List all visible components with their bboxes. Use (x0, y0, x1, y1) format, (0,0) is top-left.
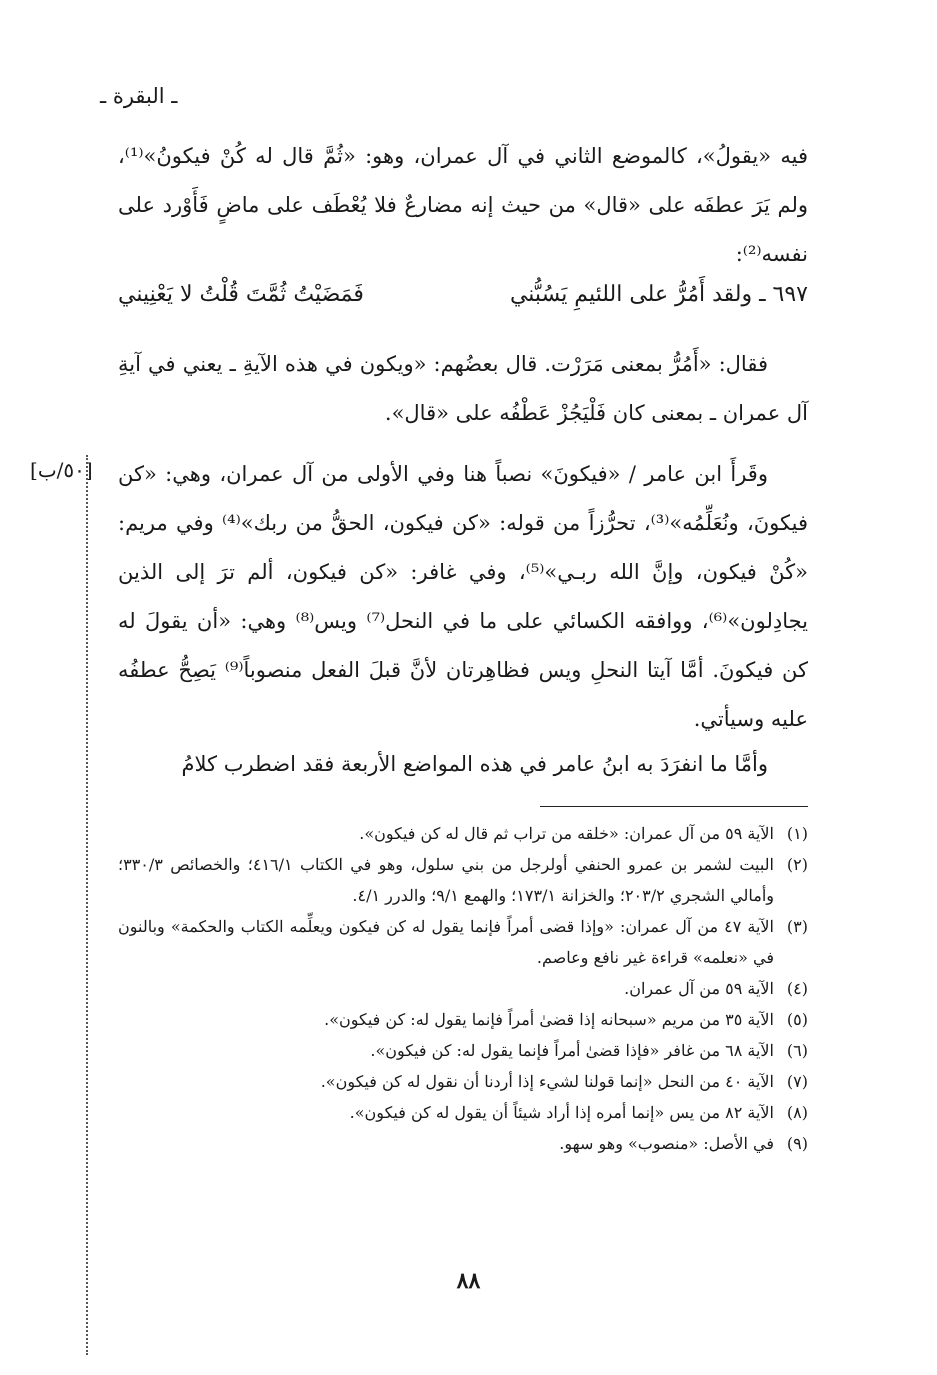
footnotes-section (118, 818, 808, 1159)
margin-dotted-line (86, 455, 88, 1355)
footnote-number: (٧) (786, 1072, 808, 1091)
verse-hemistich-1: ولقد أَمُرُّ على اللئيمِ يَسُبُّني (509, 282, 753, 307)
footnote-number: (٥) (786, 1010, 808, 1029)
footnote-text: الآية ٦٨ من غافر «فإذا قضىٰ أمراً فإنما يقول له: كن فيكون». (370, 1041, 774, 1060)
footnote-separator (540, 806, 808, 807)
footnote-number: (٢) (786, 855, 808, 874)
footnote-number: (٩) (786, 1134, 808, 1153)
footnote (118, 1128, 808, 1159)
footnote-text: في الأصل: «منصوب» وهو سهو. (559, 1134, 774, 1153)
footnote-number: (٦) (786, 1041, 808, 1060)
footnote-number: (١) (786, 824, 808, 843)
paragraph-3: وقَرأَ ابن عامر / «فيكونَ» نصباً هنا وفي الأولى من آل عمران، وهي: «كن فيكونَ، ونُعَلِّمُه»⁽³⁾، تحرُّزاً من قوله: «كن فيكون، الحقُّ من ربك»⁽⁴⁾ وفي مريم: «كُنْ فيكون، وإنَّ الله ربـي»⁽⁵⁾، وفي غافر: «كن فيكون، ألم ترَ إلى الذين يجادِلون»⁽⁶⁾، ووافقه الكسائي على ما في النحل⁽⁷⁾ ويس⁽⁸⁾ وهي: «أن يقولَ له كن فيكونَ. أمَّا آيتا النحلِ ويس فظاهِرتان لأنَّ قبلَ الفعل منصوباً⁽⁹⁾ يَصِحُّ عطفُه عليه وسيأتي. (118, 462, 809, 731)
footnote (118, 911, 808, 973)
footnote-text: الآية ٣٥ من مريم «سبحانه إذا قضىٰ أمراً فإنما يقول له: كن فيكون». (324, 1010, 774, 1029)
footnote-number: (٨) (786, 1103, 808, 1122)
footnote (118, 1066, 808, 1097)
footnote (118, 849, 808, 911)
footnote (118, 1004, 808, 1035)
paragraph-2: فقال: «أَمُرُّ بمعنى مَرَرْت. قال بعضُهم: «ويكون في هذه الآيةِ ـ يعني في آيةِ آل عمران ـ بمعنى كان فَلْيَجُزْ عَطْفُه على «قال». (118, 352, 808, 425)
manuscript-folio-note: [٥٠/ب] (30, 458, 93, 482)
footnote-text: الآية ٨٢ من يس «إنما أمره إذا أراد شيئاً أن يقول له كن فيكون». (349, 1103, 774, 1122)
page-number: ٨٨ (456, 1268, 481, 1294)
verse-first-half: ٦٩٧ ـ ولقد أَمُرُّ على اللئيمِ يَسُبُّني (509, 282, 808, 307)
paragraph-4: وأمَّا ما انفرَدَ به ابنُ عامر في هذه المواضع الأربعة فقد اضطرب كلامُ (181, 752, 768, 776)
footnote (118, 973, 808, 1004)
footnote (118, 1035, 808, 1066)
footnote-number: (٣) (786, 917, 808, 936)
footnote-text: الآية ٥٩ من آل عمران: «خلقه من تراب ثم قال له كن فيكون». (359, 824, 774, 843)
poetry-verse (118, 282, 808, 307)
footnote (118, 1097, 808, 1128)
footnote-number: (٤) (786, 979, 808, 998)
footnote-text: البيت لشمر بن عمرو الحنفي أولرجل من بني سلول، وهو في الكتاب ٤١٦/١؛ والخصائص ٣٣٠/٣؛ وأمالي الشجري ٢٠٣/٢؛ والخزانة ١٧٣/١؛ والهمع ٩/١؛ والدرر ٤/١. (118, 855, 775, 905)
footnote (118, 818, 808, 849)
verse-number: ٦٩٧ (772, 282, 808, 307)
paragraph-1: فيه «يقولُ»، كالموضع الثاني في آل عمران، وهو: «ثُمَّ قال له كُنْ فيكونُ»⁽¹⁾، ولم يَرَ عطفَه على «قال» من حيث إنه مضارعٌ فلا يُعْطَف على ماضٍ فَأَوْرد على نفسه⁽²⁾: (118, 144, 808, 266)
verse-hemistich-2: فَمَضَيْتُ ثُمَّتَ قُلْتُ لا يَعْنِيني (118, 282, 364, 307)
footnote-text: الآية ٤٧ من آل عمران: «وإذا قضى أمراً فإنما يقول له كن فيكون ويعلِّمه الكتاب والحكمة» وبالنون في «نعلمه» قراءة غير نافع وعاصم. (118, 917, 774, 967)
footnote-text: الآية ٤٠ من النحل «إنما قولنا لشيء إذا أردنا أن نقول له كن فيكون». (320, 1072, 774, 1091)
footnote-text: الآية ٥٩ من آل عمران. (624, 979, 774, 998)
running-header: ـ البقرة ـ (100, 84, 178, 108)
